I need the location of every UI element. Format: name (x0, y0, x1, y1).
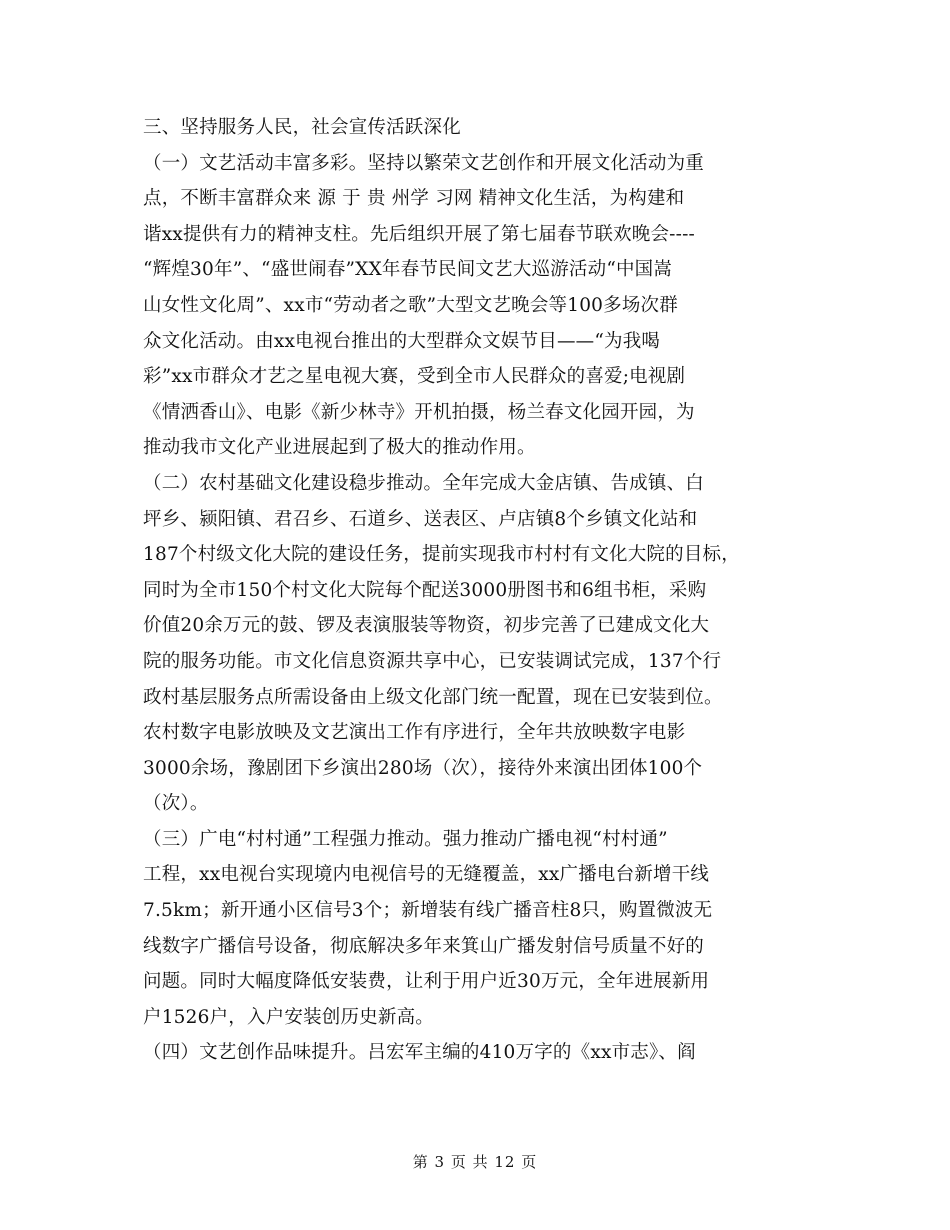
text-line: （次）。 (143, 793, 209, 815)
text-line: 3000余场，豫剧团下乡演出280场（次），接待外来演出团体100个 (143, 757, 703, 779)
text-line: 政村基层服务点所需设备由上级文化部门统一配置，现在已安装到位。 (143, 686, 723, 708)
text-line: 众文化活动。由xx电视台推出的大型群众文娱节目——“为我喝 (143, 330, 661, 352)
section-heading: 三、坚持服务人民，社会宣传活跃深化 (143, 117, 461, 138)
text-line: 《情洒香山》、电影《新少林寺》开机拍摄，杨兰春文化园开园，为 (143, 401, 695, 423)
text-line: 187个村级文化大院的建设任务，提前实现我市村村有文化大院的目标， (143, 544, 740, 566)
text-line: “辉煌30年”、“盛世闹春”XX年春节民间文艺大巡游活动“中国嵩 (143, 259, 673, 281)
text-line: 谐xx提供有力的精神支柱。先后组织开展了第七届春节联欢晚会---- (143, 223, 695, 245)
text-line: （一）文艺活动丰富多彩。坚持以繁荣文艺创作和开展文化活动为重 (143, 152, 705, 174)
text-line: 彩”xx市群众才艺之星电视大赛，受到全市人民群众的喜爱;电视剧 (143, 366, 686, 388)
text-line: 户1526户，入户安装创历史新高。 (143, 1006, 434, 1028)
text-line: （四）文艺创作品味提升。吕宏军主编的410万字的《xx市志》、阎 (143, 1042, 696, 1064)
text-line: 价值20余万元的鼓、锣及表演服装等物资，初步完善了已建成文化大 (143, 615, 710, 637)
text-line: 同时为全市150个村文化大院每个配送3000册图书和6组书柜，采购 (143, 579, 707, 601)
text-line: （三）广电“村村通”工程强力推动。强力推动广播电视“村村通” (143, 828, 668, 850)
text-line: 线数字广播信号设备，彻底解决多年来箕山广播发射信号质量不好的 (143, 935, 705, 957)
text-line: 推动我市文化产业进展起到了极大的推动作用。 (143, 437, 536, 459)
page-number-footer: 第 3 页 共 12 页 (412, 1153, 538, 1171)
text-line: 院的服务功能。市文化信息资源共享中心，已安装调试完成，137个行 (143, 650, 722, 672)
text-line: 工程，xx电视台实现境内电视信号的无缝覆盖，xx广播电台新增干线 (143, 864, 710, 886)
text-line: 坪乡、颍阳镇、君召乡、石道乡、送表区、卢店镇8个乡镇文化站和 (143, 508, 698, 530)
document-body (143, 110, 823, 1071)
text-line: 7.5km；新开通小区信号3个；新增装有线广播音柱8只，购置微波无 (143, 900, 713, 922)
text-line: 问题。同时大幅度降低安装费，让利于用户近30万元，全年进展新用 (143, 971, 710, 993)
text-line: 点，不断丰富群众来 源 于 贵 州学 习网 精神文化生活，为构建和 (143, 188, 685, 210)
text-line: （二）农村基础文化建设稳步推动。全年完成大金店镇、告成镇、白 (143, 472, 705, 494)
text-line: 农村数字电影放映及文艺演出工作有序进行，全年共放映数字电影 (143, 722, 686, 744)
text-line: 山女性文化周”、xx市“劳动者之歌”大型文艺晚会等100多场次群 (143, 294, 678, 316)
